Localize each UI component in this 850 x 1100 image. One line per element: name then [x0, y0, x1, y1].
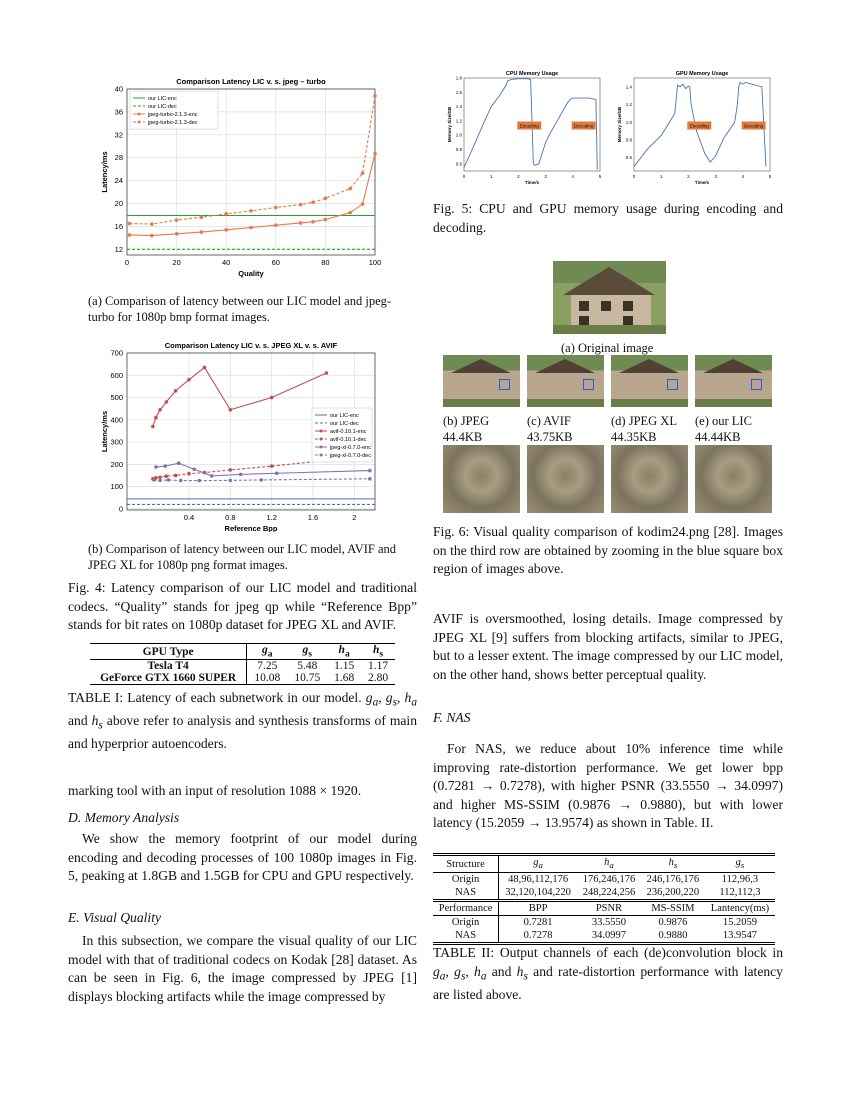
fig5-caption: Fig. 5: CPU and GPU memory usage during encoding and decoding. — [433, 201, 783, 235]
chart-title: Comparison Latency LIC v. s. JPEG XL v. s. AVIF — [164, 342, 338, 350]
panel-codec: (d) JPEG XL — [611, 414, 677, 428]
data-point — [348, 187, 352, 191]
legend-entry: our LIC-dec — [330, 421, 359, 428]
table-cell: GeForce GTX 1660 SUPER — [90, 672, 247, 685]
x-axis-label: Quality — [238, 269, 264, 278]
data-point — [203, 366, 207, 370]
data-point — [270, 464, 274, 468]
data-point — [187, 472, 191, 476]
table-cell: 32,120,104,220 — [505, 887, 571, 899]
panel-size: 44.35KB — [611, 430, 657, 444]
x-axis-label: Reference Bpp — [224, 524, 278, 532]
zoomed-detail-image — [611, 445, 688, 513]
table1-header: $g_s$ — [302, 644, 312, 660]
table-cell: 0.7278 — [523, 930, 553, 942]
data-point — [175, 232, 179, 236]
table-cell: Origin — [433, 873, 499, 887]
gpu-memory-chart — [612, 68, 777, 193]
data-point — [187, 378, 191, 382]
x-tick-label: 40 — [222, 258, 231, 267]
table-cell: 0.9876 — [658, 917, 688, 929]
data-point — [275, 471, 279, 475]
legend-entry: avif-0.10.1-dec — [330, 437, 367, 444]
legend-marker — [320, 430, 323, 433]
y-tick-label: 40 — [114, 84, 123, 94]
y-tick-label: 0.8 — [455, 147, 462, 153]
y-tick-label: 0.8 — [625, 137, 632, 143]
x-tick-label: 60 — [271, 258, 280, 267]
legend-entry: our LIC-enc — [148, 96, 177, 103]
data-point — [274, 223, 278, 227]
annotation-label: Decoding — [743, 123, 764, 129]
legend-marker — [320, 446, 323, 449]
data-point — [158, 408, 162, 412]
annotation-label: Decoding — [573, 123, 594, 129]
panel-codec: (e) our LIC — [695, 414, 752, 428]
table-cell: NAS — [433, 929, 499, 944]
data-point — [179, 479, 183, 483]
x-tick-label: 2 — [352, 513, 357, 522]
data-point — [175, 218, 179, 222]
y-tick-label: 20 — [114, 198, 123, 208]
y-tick-label: 1.0 — [625, 119, 632, 125]
paragraph: We show the memory footprint of our model during encoding and decoding processes of 100 1080p images in Fig. 5, peaking at 1.8GB and 1.5GB for CPU and GPU respectively. — [68, 831, 417, 883]
table-cell: 176,246,176 — [582, 874, 636, 886]
table2-header: MS-SSIM — [651, 903, 695, 915]
data-point — [128, 233, 132, 237]
data-point — [154, 465, 158, 469]
table-cell: 33.5550 — [591, 917, 627, 929]
y-tick-label: 700 — [110, 348, 123, 358]
data-point — [249, 226, 253, 230]
house-photo — [553, 261, 666, 334]
table-row — [433, 929, 775, 944]
y-tick-label: 24 — [114, 176, 123, 186]
data-point — [249, 209, 253, 213]
legend-entry: jpeg-xl-0.7.0-dec — [330, 453, 371, 460]
data-point — [152, 478, 156, 482]
x-tick-label: 5 — [598, 174, 602, 179]
legend-entry: jpeg-turbo-2.1.3-enc — [148, 112, 198, 119]
data-point — [239, 473, 243, 477]
table-row — [433, 916, 775, 930]
original-image-label: (a) Original image — [561, 341, 654, 355]
data-point — [174, 474, 178, 478]
paragraph: In this subsection, we compare the visual quality of our LIC model with that of traditional codecs on Kodak [28] dataset. As can be seen in Fig. 6, the image compressed by JPEG [1] displays blocking artifacts while the image compressed by — [68, 933, 417, 1004]
table-cell: 246,176,176 — [646, 874, 700, 886]
data-point — [229, 408, 233, 412]
data-point — [198, 479, 202, 483]
data-point — [177, 461, 181, 465]
y-tick-label: 1.6 — [455, 89, 462, 95]
data-point — [270, 396, 274, 400]
x-tick-label: 5 — [768, 174, 772, 179]
y-tick-label: 200 — [110, 459, 123, 469]
cpu-memory-chart — [442, 68, 607, 193]
x-tick-label: 100 — [368, 258, 382, 267]
x-tick-label: 2 — [517, 174, 520, 179]
table2-header: Structure — [433, 855, 499, 873]
x-axis-label: Time/s — [524, 180, 540, 185]
data-point — [299, 203, 303, 207]
compressed-house-image — [443, 355, 520, 407]
data-point — [324, 218, 328, 222]
fig4-caption: Fig. 4: Latency comparison of our LIC model and traditional codecs. “Quality” stands for jpeg qp while “Reference Bpp” stands for bit rates on 1080p dataset for JPEG XL and AVIF. — [68, 580, 417, 632]
legend-marker — [138, 113, 141, 116]
panel-size: 44.44KB — [695, 430, 741, 444]
data-point — [164, 400, 168, 404]
y-tick-label: 400 — [110, 415, 123, 425]
compressed-house-image — [695, 355, 772, 407]
x-tick-label: 1 — [489, 174, 493, 179]
table2-header: $g_s$ — [735, 857, 745, 871]
zoomed-detail-image — [695, 445, 772, 513]
table-cell: Origin — [433, 916, 499, 930]
data-point — [224, 212, 228, 216]
table-row — [90, 660, 395, 673]
panel-size: 43.75KB — [527, 430, 573, 444]
table2-header: $h_a$ — [604, 857, 614, 871]
table-cell: 13.9547 — [722, 930, 757, 942]
table-cell: 7.25 — [257, 660, 278, 673]
y-axis-label: Memory Size/GB — [447, 106, 452, 143]
paragraph: marking tool with an input of resolution 1088 × 1920. — [68, 783, 362, 798]
data-point — [164, 474, 168, 478]
table-cell: 112,96,3 — [721, 874, 759, 886]
section-heading-d: D. Memory Analysis — [68, 810, 180, 825]
y-tick-label: 1.2 — [455, 118, 462, 124]
y-tick-label: 0.6 — [625, 155, 632, 161]
legend-entry: jpeg-xl-0.7.0-enc — [330, 445, 371, 452]
table-cell: 0.9880 — [658, 930, 688, 942]
data-point — [224, 228, 228, 232]
table-cell: 1.68 — [334, 672, 355, 685]
table-1 — [90, 643, 395, 685]
table-row — [90, 672, 395, 685]
table-cell: 5.48 — [297, 660, 318, 673]
table2-header: PSNR — [595, 903, 623, 915]
table-cell: 0.7281 — [523, 917, 553, 929]
x-tick-label: 1.2 — [266, 513, 277, 522]
y-tick-label: 600 — [110, 370, 123, 380]
data-point — [150, 234, 154, 238]
annotation-label: Encoding — [519, 123, 539, 129]
compressed-house-image — [611, 355, 688, 407]
y-tick-label: 1.2 — [625, 102, 632, 108]
y-tick-label: 12 — [114, 244, 123, 254]
table1-header: $h_s$ — [372, 644, 384, 660]
data-point — [174, 389, 178, 393]
y-axis-label: Memory Size/GB — [617, 106, 622, 143]
table2-header: BPP — [528, 903, 548, 915]
y-tick-label: 0 — [118, 504, 123, 514]
table2-header: $g_a$ — [533, 857, 543, 871]
legend-marker — [320, 438, 323, 441]
paragraph: AVIF is oversmoothed, losing details. Image compressed by JPEG XL [9] suffers from blocking artifacts, similar to JPEG, but to a lesser extent. The image compressed by our LIC model, on the other hand, shows better perceptual quality. — [433, 611, 783, 682]
table-cell: Tesla T4 — [90, 660, 247, 673]
data-point — [324, 197, 328, 201]
y-tick-label: 1.4 — [455, 104, 462, 110]
table1-caption: TABLE I: Latency of each subnetwork in our model. $g_a$, $g_s$, $h_a$ and $h_s$ above refer to analysis and synthesis transforms of main and hyperprior autoencoders. — [68, 690, 418, 752]
table-cell: NAS — [433, 886, 499, 901]
x-tick-label: 3 — [714, 174, 717, 179]
data-point — [260, 478, 264, 482]
x-tick-label: 1.6 — [307, 513, 319, 522]
x-tick-label: 2 — [687, 174, 690, 179]
y-tick-label: 100 — [110, 482, 123, 492]
data-point — [167, 478, 171, 482]
data-point — [368, 469, 372, 473]
panel-label — [695, 413, 779, 445]
legend-entry: jpeg-turbo-2.1.3-dec — [148, 120, 198, 127]
data-point — [154, 416, 158, 420]
x-axis-label: Time/s — [694, 180, 710, 185]
fig6-caption: Fig. 6: Visual quality comparison of kodim24.png [28]. Images on the third row are obtained by zooming in the blue square box region of images above. — [433, 524, 783, 576]
fig4a-caption: (a) Comparison of latency between our LIC model and jpeg-turbo for 1080p bmp format images. — [88, 294, 392, 324]
data-point — [361, 171, 365, 175]
table1-header: $h_a$ — [338, 644, 350, 660]
series-line — [153, 367, 327, 426]
y-tick-label: 28 — [114, 153, 123, 163]
y-axis-label: Latency/ms — [100, 410, 109, 453]
data-point — [311, 201, 315, 205]
y-tick-label: 500 — [110, 393, 123, 403]
panel-label — [527, 413, 611, 445]
panel-codec: (c) AVIF — [527, 414, 571, 428]
table2-header: $h_s$ — [668, 857, 678, 871]
zoomed-detail-image — [443, 445, 520, 513]
x-tick-label: 3 — [544, 174, 547, 179]
panel-label — [443, 413, 527, 445]
x-tick-label: 0 — [632, 174, 636, 179]
x-tick-label: 80 — [321, 258, 330, 267]
x-tick-label: 0 — [462, 174, 466, 179]
data-point — [210, 474, 214, 478]
latency-jpegxl-avif-chart — [100, 342, 390, 532]
data-point — [368, 477, 372, 481]
table-row — [433, 873, 775, 887]
data-point — [158, 475, 162, 479]
y-tick-label: 16 — [114, 221, 123, 231]
x-tick-label: 0.4 — [183, 513, 195, 522]
fig4b-caption: (b) Comparison of latency between our LIC model, AVIF and JPEG XL for 1080p png format images. — [88, 542, 397, 572]
data-point — [128, 222, 132, 226]
table1-header: $g_a$ — [262, 644, 273, 660]
y-tick-label: 1.4 — [625, 84, 632, 90]
zoomed-detail-image — [527, 445, 604, 513]
paragraph: For NAS, we reduce about 10% inference time while improving rate-distortion performance. We get lower bpp (0.7281 → 0.7278), with higher PSNR (33.5550 → 34.0997) and higher MS-SSIM (0.9876 → 0.9880), but with lower latency (15.2059 → 13.9574) as shown in Table. II. — [433, 741, 783, 830]
x-tick-label: 0 — [124, 258, 130, 267]
table-2 — [433, 853, 775, 945]
table-cell: 10.75 — [294, 672, 321, 685]
table-cell: 112,112,3 — [719, 887, 761, 899]
x-tick-label: 1 — [659, 174, 663, 179]
data-point — [200, 215, 204, 219]
x-tick-label: 4 — [571, 174, 575, 179]
table-cell: 1.15 — [334, 660, 355, 673]
table-cell: 34.0997 — [591, 930, 627, 942]
legend-marker — [138, 121, 141, 124]
y-tick-label: 1.8 — [455, 75, 462, 81]
y-tick-label: 300 — [110, 437, 123, 447]
series-line — [129, 154, 375, 236]
chart-title: GPU Memory Usage — [675, 71, 729, 77]
y-axis-label: Latency/ms — [100, 151, 109, 193]
table2-header: Lantency(ms) — [710, 903, 770, 915]
table-cell: 15.2059 — [722, 917, 757, 929]
data-point — [311, 220, 315, 224]
data-point — [348, 211, 352, 215]
chart-title: Comparison Latency LIC v. s. jpeg – turbo — [176, 77, 326, 86]
data-point — [325, 371, 329, 375]
table-cell: 48,96,112,176 — [508, 874, 569, 886]
table-cell: 2.80 — [367, 672, 389, 685]
y-tick-label: 36 — [114, 107, 123, 117]
data-point — [229, 479, 233, 483]
data-point — [229, 468, 233, 472]
y-tick-label: 0.6 — [455, 161, 462, 167]
data-point — [274, 206, 278, 210]
section-heading-f: F. NAS — [433, 710, 471, 725]
data-point — [200, 230, 204, 234]
y-tick-label: 32 — [114, 130, 123, 140]
panel-codec: (b) JPEG — [443, 414, 490, 428]
chart-title: CPU Memory Usage — [505, 71, 559, 77]
legend-entry: our LIC-dec — [148, 104, 177, 111]
original-house-image — [553, 261, 666, 334]
data-point — [150, 222, 154, 226]
y-tick-label: 1.0 — [455, 132, 462, 138]
data-point — [299, 221, 303, 225]
data-point — [361, 202, 365, 206]
table-cell: 10.08 — [254, 672, 281, 685]
data-point — [151, 425, 155, 429]
latency-jpeg-turbo-chart — [100, 75, 390, 285]
section-heading-e: E. Visual Quality — [68, 910, 162, 925]
data-point — [192, 467, 196, 471]
table2-header: Performance — [433, 901, 499, 916]
data-point — [373, 152, 377, 156]
data-point — [158, 479, 162, 483]
legend-entry: our LIC-enc — [330, 413, 359, 420]
legend-entry: avif-0.10.1-enc — [330, 429, 367, 436]
x-tick-label: 0.8 — [225, 513, 236, 522]
table-cell: 236,200,220 — [646, 887, 700, 899]
x-tick-label: 20 — [172, 258, 181, 267]
panel-label — [611, 413, 695, 445]
data-point — [163, 464, 167, 468]
table-row — [433, 886, 775, 901]
legend-marker — [320, 454, 323, 457]
table-cell: 248,224,256 — [582, 887, 636, 899]
table-cell: 1.17 — [367, 660, 389, 673]
panel-size: 44.4KB — [443, 430, 483, 444]
table1-header: GPU Type — [90, 644, 247, 660]
annotation-label: Encoding — [689, 123, 709, 129]
data-point — [373, 94, 377, 98]
compressed-house-image — [527, 355, 604, 407]
x-tick-label: 4 — [741, 174, 745, 179]
table2-caption: TABLE II: Output channels of each (de)convolution block in $g_a$, $g_s$, $h_a$ and $h_s$ and rate-distortion performance with latency are listed above. — [433, 945, 783, 1002]
